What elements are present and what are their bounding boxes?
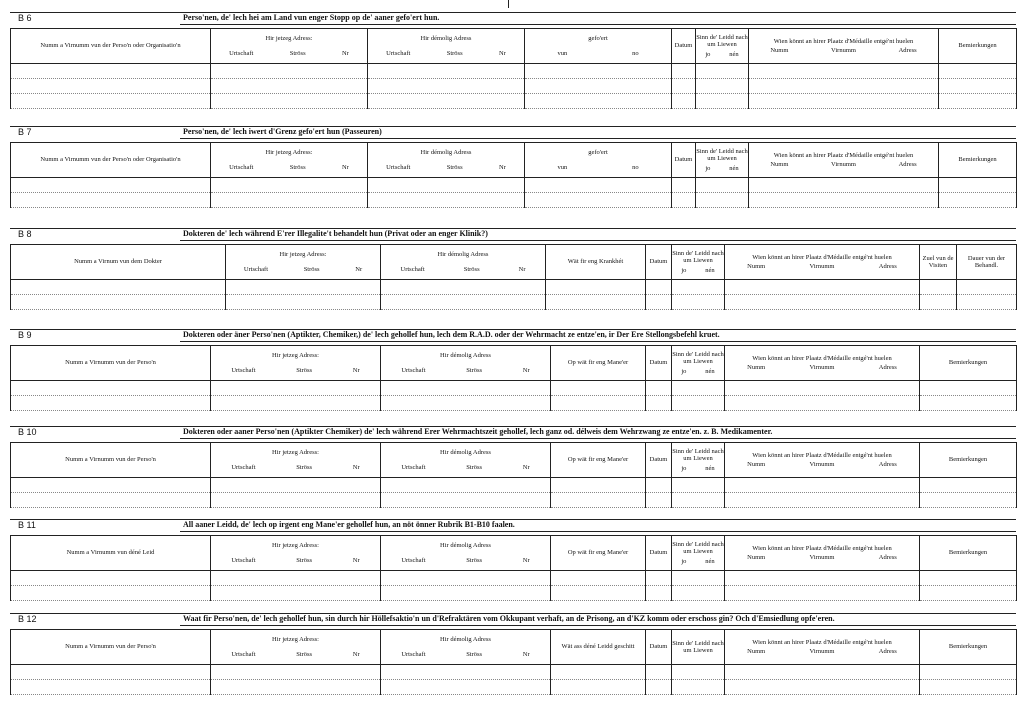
form-table <box>10 442 1017 508</box>
how-header: Op wät fir eng Mane'er <box>551 536 646 571</box>
alive-header: Sinn de' Leidd nach um Liewen jo nén <box>672 245 725 280</box>
entry-cell[interactable] <box>11 178 211 193</box>
remarks-header: Bemierkungen <box>920 630 1017 665</box>
date-header: Datum <box>672 143 696 178</box>
form-table <box>10 629 1017 695</box>
section-b12 <box>10 613 1016 658</box>
remarks-header: Bemierkungen <box>920 346 1017 381</box>
remarks-header: Bemierkungen <box>939 29 1017 64</box>
medal-header: Wien könnt an hirer Plaatz d'Médaille entgé'nt huelen Numm Virnumm Adress <box>725 536 920 571</box>
former-address-header: Hir démolig Adress Urtschaft Ströss Nr <box>368 143 525 178</box>
section-b9 <box>10 329 1016 375</box>
current-address-header: Hir jetzeg Adress: Urtschaft Ströss Nr <box>211 536 381 571</box>
top-tick-mark <box>508 0 509 8</box>
former-address-header: Hir démolig Adress Urtschaft Ströss Nr <box>381 443 551 478</box>
section-code: B 8 <box>18 229 32 239</box>
current-address-header: Hir jetzeg Adress: Urtschaft Ströss Nr <box>211 443 381 478</box>
section-title: Perso'nen, de' lech iwert d'Grenz gefo'ert hun (Passeuren) <box>183 127 382 136</box>
former-address-header: Hir démolig Adress Urtschaft Ströss Nr <box>381 630 551 665</box>
form-table <box>10 535 1017 601</box>
former-address-header: Hir démolig Adress Urtschaft Ströss Nr <box>381 346 551 381</box>
date-header: Datum <box>646 630 672 665</box>
alive-header: Sinn de' Leidd nach um Liewen jo nén <box>672 443 725 478</box>
date-header: Datum <box>646 443 672 478</box>
duration-header: Dauer vun der Behandl. <box>957 245 1017 280</box>
section-code: B 10 <box>18 427 37 437</box>
name-header: Numm a Virnumm vun der Perso'n <box>11 346 211 381</box>
medal-header: Wien könnt an hirer Plaatz d'Médaille entgé'nt huelen Numm Virnumm Adress <box>725 630 920 665</box>
entry-cell[interactable] <box>11 478 211 493</box>
entry-cell[interactable] <box>11 280 226 295</box>
date-header: Datum <box>646 245 672 280</box>
former-address-header: Hir démolig Adress Urtschaft Ströss Nr <box>368 29 525 64</box>
form-table <box>10 244 1017 310</box>
section-code: B 12 <box>18 614 37 624</box>
section-b11 <box>10 519 1016 565</box>
form-table <box>10 142 1017 208</box>
name-header: Numm a Virnumm vun der Perso'n oder Organisatio'n <box>11 29 211 64</box>
section-b6 <box>10 12 1016 58</box>
alive-header: Sinn de' Leidd nach um Liewen jo nén <box>696 29 749 64</box>
current-address-header: Hir jetzeg Adress: Urtschaft Ströss Nr <box>226 245 381 280</box>
remarks-header: Bemierkungen <box>939 143 1017 178</box>
name-header: Numm a Virnumm vun déné Leid <box>11 536 211 571</box>
date-header: Datum <box>646 536 672 571</box>
current-address-header: Hir jetzeg Adress: Urtschaft Ströss Nr <box>211 143 368 178</box>
current-address-header: Hir jetzeg Adress: Urtschaft Ströss Nr <box>211 630 381 665</box>
current-address-header: Hir jetzeg Adress: Urtschaft Ströss Nr <box>211 29 368 64</box>
how-header: Op wät fir eng Mane'er <box>551 346 646 381</box>
section-b8 <box>10 228 1016 274</box>
section-code: B 6 <box>18 13 32 23</box>
date-header: Datum <box>672 29 696 64</box>
former-address-header: Hir démolig Adress Urtschaft Ströss Nr <box>381 245 546 280</box>
section-code: B 7 <box>18 127 32 137</box>
medal-header: Wien könnt an hirer Plaatz d'Médaille entgé'nt huelen Numm Virnumm Adress <box>749 143 939 178</box>
section-code: B 11 <box>18 520 36 530</box>
alive-header: Sinn de' Leidd nach um Liewen jo nén <box>672 346 725 381</box>
section-title: Dokteren oder äner Perso'nen (Aptikter, Chemiker,) de' lech gehollef hun, lech dem R.A.D. oder der Wehrmacht ze entze'en, ir Der Ere Stellongsbefehl kruet. <box>183 330 720 339</box>
name-header: Numm a Virnumm vun der Perso'n <box>11 630 211 665</box>
entry-cell[interactable] <box>11 381 211 396</box>
how-suffered-header: Wät ass déné Leidd geschitt <box>551 630 646 665</box>
medal-header: Wien könnt an hirer Plaatz d'Médaille entgé'nt huelen Numm Virnumm Adress <box>725 346 920 381</box>
medal-header: Wien könnt an hirer Plaatz d'Médaille entgé'nt huelen Numm Virnumm Adress <box>749 29 939 64</box>
alive-header: Sinn de' Leidd nach um Liewen jo nén <box>672 536 725 571</box>
led-header: gefo'ert vun no <box>525 143 672 178</box>
medal-header: Wien könnt an hirer Plaatz d'Médaille entgé'nt huelen Numm Virnumm Adress <box>725 245 920 280</box>
current-address-header: Hir jetzeg Adress: Urtschaft Ströss Nr <box>211 346 381 381</box>
visits-header: Zuel vun de Visiten <box>920 245 957 280</box>
form-table <box>10 345 1017 411</box>
section-title: Dokteren oder aaner Perso'nen (Aptikter Chemiker) de' lech während Erer Wehrmachtszeit gehollef, lech ganz od. délweis dem Wehrzwang ze entze'en. z. B. Medikamenter. <box>183 427 773 436</box>
name-header: Numm a Virnumm vun der Perso'n oder Organisatio'n <box>11 143 211 178</box>
form-table <box>10 28 1017 109</box>
section-title: Perso'nen, de' lech hei am Land vun enger Stopp op de' aaner gefo'ert hun. <box>183 13 440 22</box>
remarks-header: Bemierkungen <box>920 443 1017 478</box>
how-header: Op wät fir eng Mane'er <box>551 443 646 478</box>
date-header: Datum <box>646 346 672 381</box>
entry-cell[interactable] <box>11 571 211 586</box>
section-title: All aaner Leidd, de' lech op irgent eng Mane'er gehollef hun, an nöt önner Rubrik B1-B10 faalen. <box>183 520 515 529</box>
name-header: Numm a Virnumm vun der Perso'n <box>11 443 211 478</box>
section-title: Waat fir Perso'nen, de' lech gehollef hun, sin durch hir Höllefsaktio'n un d'Refraktären vom Okkupant verhaft, an de Prisong, an d'KZ komm oder erschoss gin? Och d'Emsiedlung opfe'eren. <box>183 614 835 623</box>
section-code: B 9 <box>18 330 32 340</box>
section-title: Dokteren de' lech während E'rer Illegalite't behandelt hun (Privat oder an enger Klinik?) <box>183 229 488 238</box>
illness-header: Wät fir eng Krankhét <box>546 245 646 280</box>
entry-cell[interactable] <box>11 665 211 680</box>
section-b10 <box>10 426 1016 472</box>
name-header: Numm a Virnum vun dem Dokter <box>11 245 226 280</box>
remarks-header: Bemierkungen <box>920 536 1017 571</box>
alive-header: Sinn de' Leidd nach um Liewen jo nén <box>696 143 749 178</box>
section-b7 <box>10 126 1016 172</box>
alive-header: Sinn de' Leidd nach um Liewen <box>672 630 725 665</box>
entry-cell[interactable] <box>11 64 211 79</box>
former-address-header: Hir démolig Adress Urtschaft Ströss Nr <box>381 536 551 571</box>
medal-header: Wien könnt an hirer Plaatz d'Médaille entgé'nt huelen Numm Virnumm Adress <box>725 443 920 478</box>
led-header: gefo'ert vun no <box>525 29 672 64</box>
